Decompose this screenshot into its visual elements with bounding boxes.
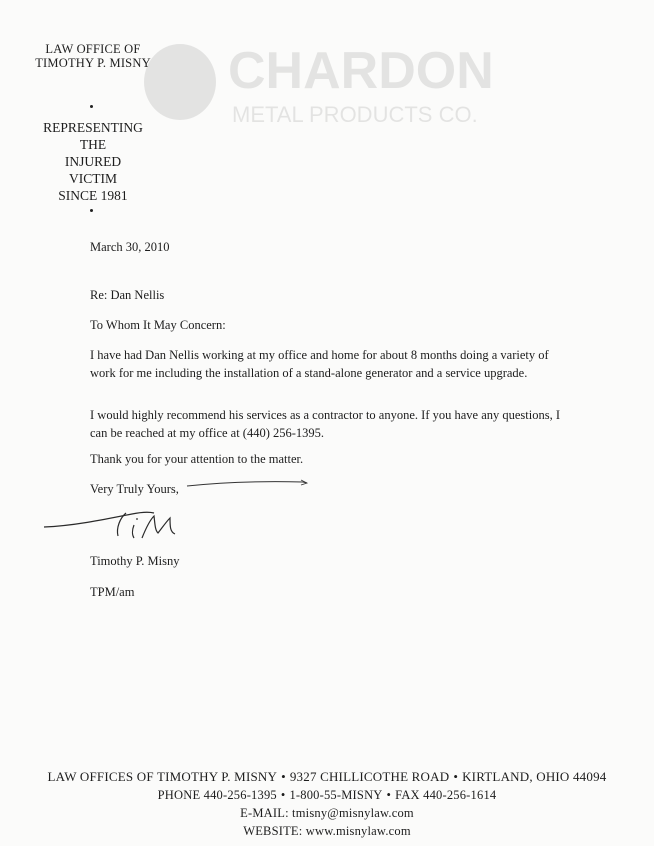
tagline-line: VICTIM <box>69 171 117 186</box>
tagline-line: THE <box>79 137 107 152</box>
firm-line-1: LAW OFFICE OF <box>45 42 141 56</box>
watermark-brand: CHARDON <box>228 42 494 100</box>
handwritten-signature <box>42 500 192 550</box>
footer-line-1: LAW OFFICES OF TIMOTHY P. MISNY • 9327 CHILLICOTHE ROAD • KIRTLAND, OHIO 44094 <box>47 769 607 784</box>
watermark-sub: METAL PRODUCTS CO. <box>232 102 478 127</box>
letterhead-firm-name <box>18 42 168 70</box>
letterhead-tagline <box>18 119 168 204</box>
closing-flourish <box>185 479 310 489</box>
letter-closing: Very Truly Yours, <box>90 482 179 496</box>
tagline-line: REPRESENTING <box>43 120 143 135</box>
footer-street: 9327 CHILLICOTHE ROAD <box>289 769 450 784</box>
footer-email: E-MAIL: tmisny@misnylaw.com <box>240 806 414 820</box>
tagline-line: SINCE 1981 <box>58 188 128 203</box>
letter-paragraph-3: Thank you for your attention to the matter. <box>90 452 304 466</box>
footer-firm: LAW OFFICES OF TIMOTHY P. MISNY <box>47 769 278 784</box>
signer-name: Timothy P. Misny <box>90 554 180 568</box>
letter-paragraph-1: I have had Dan Nellis working at my office and home for about 8 months doing a variety of work for me including the installation of a stand-alone generator and a service upgrade. <box>90 348 549 380</box>
letter-salutation: To Whom It May Concern: <box>90 318 226 332</box>
letter-date: March 30, 2010 <box>90 240 170 254</box>
footer-tollfree: 1-800-55-MISNY <box>289 788 383 802</box>
footer-fax: FAX 440-256-1614 <box>395 788 497 802</box>
footer-website: WEBSITE: www.misnylaw.com <box>243 824 411 838</box>
bullet-dot <box>90 105 93 108</box>
letter-re-line: Re: Dan Nellis <box>90 288 165 302</box>
chardon-watermark-logo <box>140 40 520 130</box>
footer-line-2: PHONE 440-256-1395 • 1-800-55-MISNY • FAX 440-256-1614 <box>157 788 497 802</box>
firm-line-2: TIMOTHY P. MISNY <box>35 56 151 70</box>
bullet-dot <box>90 209 93 212</box>
footer-phone: PHONE 440-256-1395 <box>157 788 277 802</box>
footer-city: KIRTLAND, OHIO 44094 <box>462 769 607 784</box>
letter-paragraph-2: I would highly recommend his services as a contractor to anyone. If you have any questions, I can be reached at my office at (440) 256-1395. <box>90 408 561 440</box>
tagline-line: INJURED <box>64 154 122 169</box>
typist-initials: TPM/am <box>90 585 135 599</box>
